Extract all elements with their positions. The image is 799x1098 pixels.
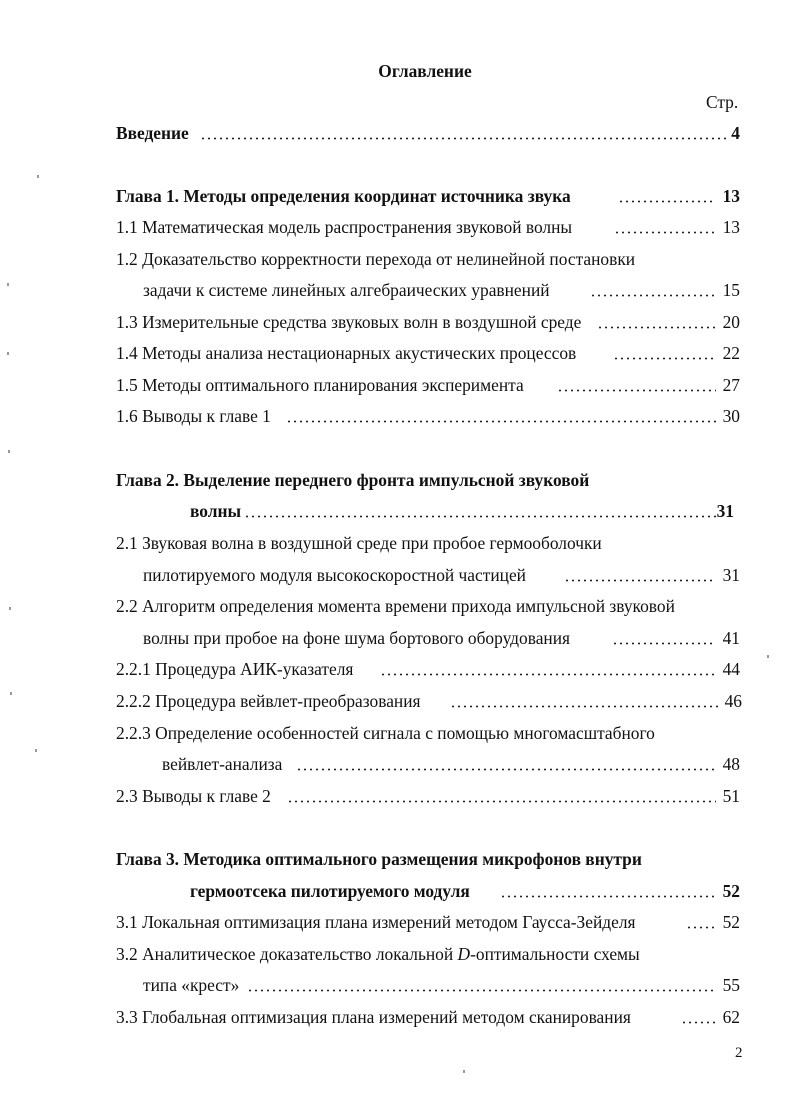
d-symbol: D (457, 944, 471, 964)
toc-entry-2-2-1[interactable] (0, 658, 740, 680)
page-number: 2 (735, 1045, 743, 1061)
entry-label: 1.1 Математическая модель распространения звуковой волны (116, 217, 573, 237)
entry-label: пилотируемого модуля высокоскоростной частицей (143, 565, 526, 585)
toc-entry-3-2[interactable] (0, 974, 740, 996)
toc-title: Оглавление (378, 61, 472, 81)
entry-label: волны (190, 501, 242, 521)
dot-leader (590, 294, 716, 297)
entry-label: 2.2.1 Процедура АИК-указателя (116, 659, 354, 679)
toc-entry-1-3[interactable] (0, 311, 740, 333)
scan-speck (35, 749, 37, 752)
scan-speck (7, 352, 9, 355)
dot-leader (287, 800, 716, 803)
entry-label: 2.2.2 Процедура вейвлет-преобразования (116, 691, 421, 711)
entry-label: 3.1 Локальная оптимизация плана измерений методом Гаусса-Зейделя (116, 912, 636, 932)
toc-entry-1-1[interactable] (0, 216, 740, 238)
dot-leader (564, 579, 716, 582)
toc-entry-2-2[interactable] (0, 627, 740, 649)
toc-entry-chapter-1[interactable] (0, 185, 740, 207)
entry-label: 1.3 Измерительные средства звуковых волн в воздушной среде (116, 312, 582, 332)
toc-entry-2-1[interactable] (0, 564, 740, 586)
entry-page: 13 (722, 217, 740, 237)
entry-page: 31 (722, 565, 740, 585)
dot-leader (612, 642, 716, 645)
entry-label: гермоотсека пилотируемого модуля (190, 881, 470, 901)
entry-page: 30 (722, 406, 740, 426)
entry-page: 13 (722, 186, 740, 206)
entry-page: 52 (722, 912, 740, 932)
scan-speck (9, 607, 11, 610)
entry-label: типа «крест» (143, 975, 240, 995)
dot-leader (597, 326, 716, 329)
toc-entry-1-6[interactable] (0, 405, 740, 427)
scan-speck (8, 450, 10, 453)
entry-page: 62 (722, 1007, 740, 1027)
dot-leader (686, 926, 716, 929)
entry-page: 46 (724, 691, 742, 711)
entry-page: 20 (722, 312, 740, 332)
dot-leader (247, 989, 716, 992)
entry-label: 3.3 Глобальная оптимизация плана измерений методом сканирования (116, 1007, 631, 1027)
dot-leader (681, 1021, 716, 1024)
line-text-b: -оптимальности схемы (470, 944, 640, 964)
entry-label: вейвлет-анализа (162, 754, 283, 774)
dot-leader (296, 768, 716, 771)
scan-speck (37, 175, 39, 178)
toc-entry-chapter-2-line1: Глава 2. Выделение переднего фронта импульсной звуковой (116, 470, 590, 490)
dot-leader (380, 673, 716, 676)
toc-entry-intro[interactable] (0, 122, 740, 144)
entry-label: Глава 1. Методы определения координат источника звука (116, 186, 571, 206)
entry-label: волны при пробое на фоне шума бортового оборудования (143, 628, 571, 648)
dot-leader (613, 357, 716, 360)
toc-entry-3-3[interactable] (0, 1006, 740, 1028)
entry-page: 22 (722, 343, 740, 363)
entry-label: Введение (116, 123, 189, 143)
toc-entry-2-3[interactable] (0, 785, 740, 807)
dot-leader (614, 231, 716, 234)
entry-label: 2.3 Выводы к главе 2 (116, 786, 271, 806)
scan-speck (767, 655, 769, 658)
line-text-a: 3.2 Аналитическое доказательство локальной (116, 944, 458, 964)
toc-entry-2-2-2[interactable] (0, 690, 742, 712)
dot-leader (244, 515, 716, 518)
entry-page: 52 (722, 881, 740, 901)
entry-page: 31 (716, 501, 734, 521)
toc-entry-3-1[interactable] (0, 911, 740, 933)
entry-label: 1.5 Методы оптимального планирования эксперимента (116, 375, 524, 395)
dot-leader (450, 705, 718, 708)
toc-entry-chapter-3[interactable] (0, 880, 740, 902)
toc-entry-2-1-line1: 2.1 Звуковая волна в воздушной среде при пробое гермооболочки (116, 533, 602, 553)
dot-leader (618, 200, 716, 203)
toc-entry-2-2-line1: 2.2 Алгоритм определения момента времени прихода импульсной звуковой (116, 596, 675, 616)
toc-entry-1-4[interactable] (0, 342, 740, 364)
entry-page: 4 (731, 123, 740, 143)
toc-entry-chapter-3-line1: Глава 3. Методика оптимального размещения микрофонов внутри (116, 849, 642, 869)
dot-leader (557, 389, 716, 392)
entry-page: 51 (722, 786, 740, 806)
toc-entry-chapter-2[interactable] (0, 500, 740, 522)
entry-page: 55 (722, 975, 740, 995)
scan-speck (7, 283, 9, 286)
scan-speck (463, 1070, 465, 1073)
toc-entry-1-5[interactable] (0, 374, 740, 396)
entry-page: 41 (722, 628, 740, 648)
dot-leader (286, 420, 716, 423)
entry-page: 44 (722, 659, 740, 679)
entry-page: 48 (722, 754, 740, 774)
entry-page: 27 (722, 375, 740, 395)
entry-page: 15 (722, 280, 740, 300)
scan-speck (10, 692, 12, 695)
entry-label: 1.6 Выводы к главе 1 (116, 406, 271, 426)
toc-entry-2-2-3[interactable] (0, 753, 740, 775)
entry-label: 1.4 Методы анализа нестационарных акустических процессов (116, 343, 577, 363)
dot-leader (200, 137, 726, 140)
page-column-label: Стр. (706, 92, 739, 112)
toc-entry-1-2[interactable] (0, 279, 740, 301)
dot-leader (500, 895, 716, 898)
toc-entry-2-2-3-line1: 2.2.3 Определение особенностей сигнала с помощью многомасштабного (116, 723, 655, 743)
entry-label: задачи к системе линейных алгебраических уравнений (143, 280, 550, 300)
toc-entry-1-2-line1: 1.2 Доказательство корректности перехода от нелинейной постановки (116, 249, 636, 269)
toc-entry-3-2-line1 (116, 943, 640, 965)
